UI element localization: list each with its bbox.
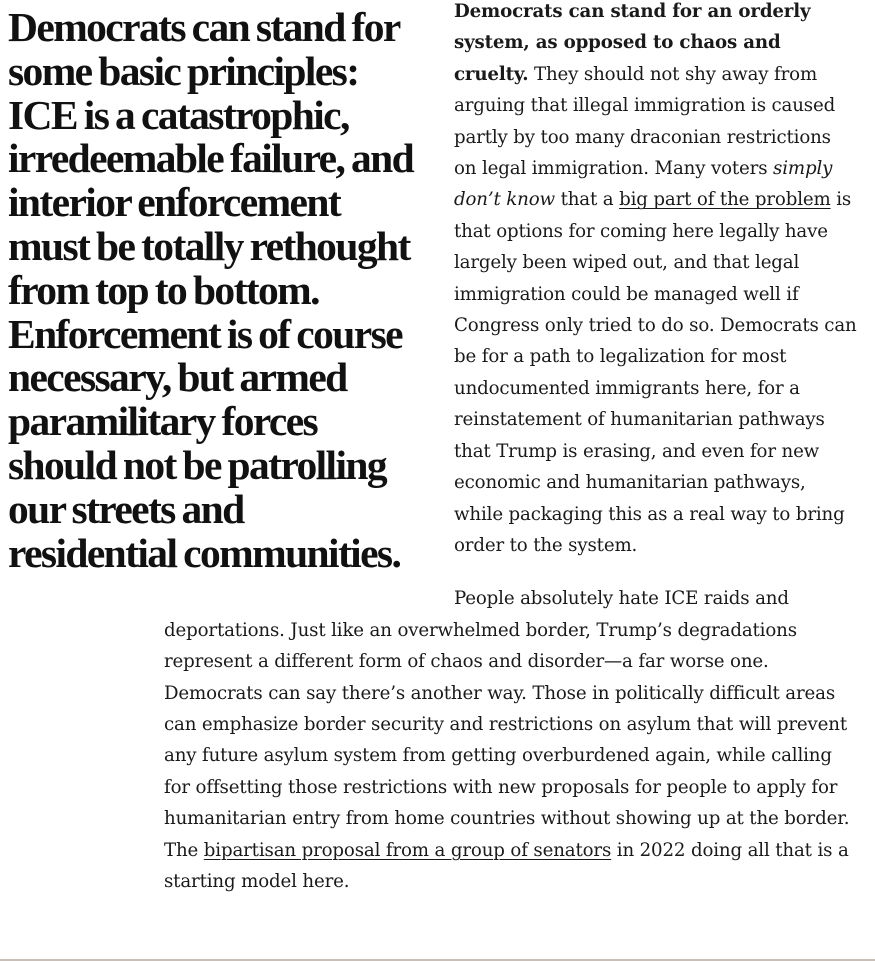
paragraph-text: They should not shy away from arguing that illegal immigration is caused partly by too many draconian restrictions on legal immigration. Many voters bbox=[454, 63, 836, 180]
link-bipartisan-proposal[interactable]: bipartisan proposal from a group of senators bbox=[203, 839, 612, 861]
paragraph-lead: Democrats can stand for an orderly system, as opposed to chaos and cruelty. bbox=[454, 1, 811, 85]
paragraph-ice-raids bbox=[164, 583, 858, 897]
article-body bbox=[8, 0, 858, 919]
link-big-part-of-problem[interactable]: big part of the problem bbox=[619, 189, 831, 211]
paragraph-text: is that options for coming here legally have largely been wiped out, and that legal immigration could be managed well if Congress only tried to do so. Democrats can be for a path to legalization for most undocumented immigrants here, for a reinstatement of humanitarian pathways that Trump is erasing, and even for new economic and humanitarian pathways, while packaging this as a real way to bring order to the system. bbox=[454, 189, 857, 556]
paragraph-text: that a bbox=[554, 189, 620, 211]
emphasis-text: simply don’t know bbox=[454, 158, 833, 211]
paragraph-text: in 2022 doing all that is a starting model here. bbox=[164, 839, 849, 892]
pull-quote: Democrats can stand for some basic principles: ICE is a catastrophic, irredeemable failure, and interior enforcement must be totally rethought from top to bottom. Enforcement is of course necessary, but armed paramilitary forces should not be patrolling our streets and residential communities. bbox=[8, 4, 414, 576]
paragraph-text: People absolutely hate ICE raids and deportations. Just like an overwhelmed border, Trump’s degradations represent a different form of chaos and disorder—a far worse one. Democrats can say there’s another way. Those in politically difficult areas can emphasize border security and restrictions on asylum that will prevent any future asylum system from getting overburdened again, while calling for offsetting those restrictions with new proposals for people to apply for humanitarian entry from home countries without showing up at the border. The bbox=[164, 588, 850, 861]
